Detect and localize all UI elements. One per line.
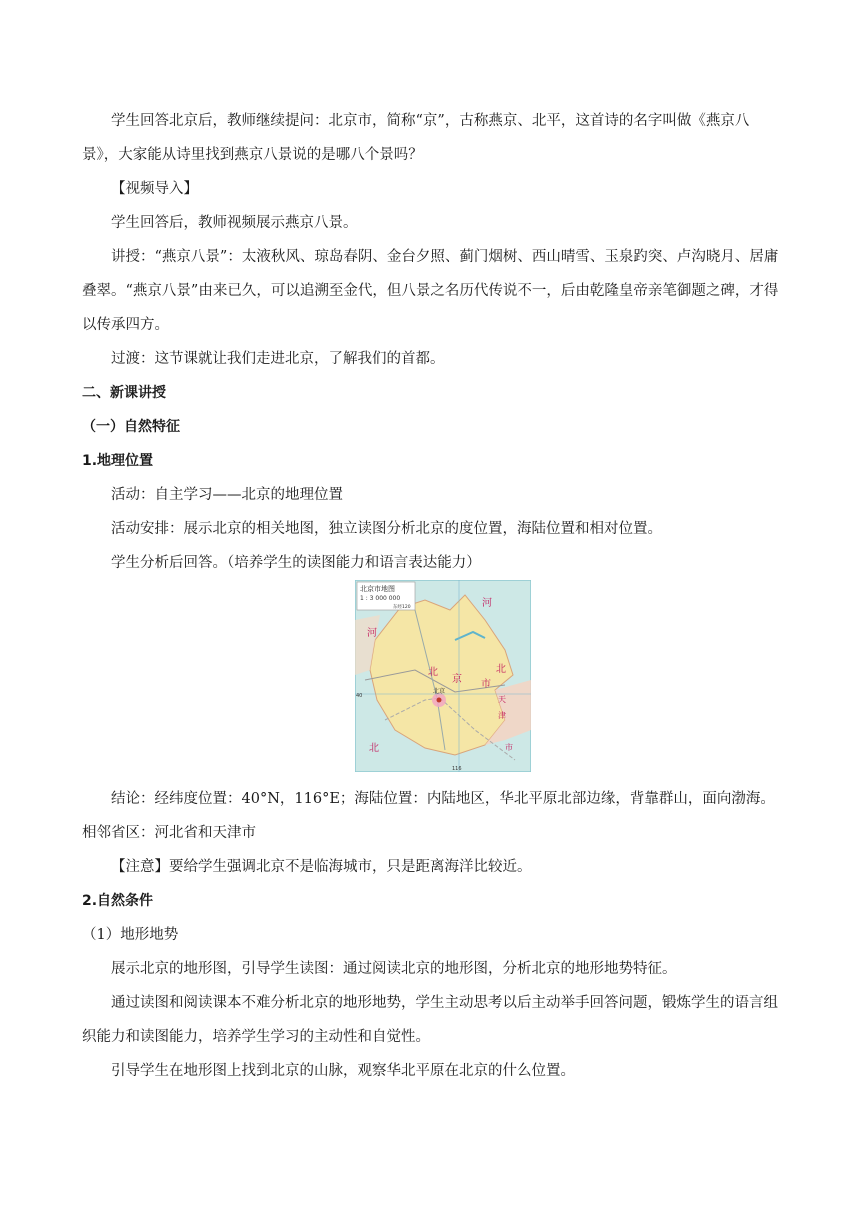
map-longitude-label: 116 <box>452 766 462 772</box>
paragraph-activity-arrangement: 活动安排：展示北京的相关地图，独立读图分析北京的度位置，海陆位置和相对位置。 <box>111 521 662 537</box>
section-heading-natural-conditions: 2.自然条件 <box>82 893 154 909</box>
map-label-bei-left: 北 <box>369 743 379 754</box>
map-title: 北京市地图 <box>360 585 395 593</box>
paragraph-lecture: 讲授：“燕京八景”：太液秋风、琼岛春阴、金台夕照、蓟门烟树、西山晴雪、玉泉趵突、卢沟晓月、居庸叠翠。“燕京八景”由来已久，可以追溯至金代，但八景之名历代传说不一，后由乾隆皇帝亲笔御题之碑，才得以传承四方。 <box>82 249 779 333</box>
section-heading-natural-features: （一）自然特征 <box>82 419 180 435</box>
map-label-he-left: 河 <box>367 628 377 639</box>
paragraph-video-show: 学生回答后，教师视频展示燕京八景。 <box>111 215 358 231</box>
map-latitude-label: 40 <box>356 693 363 699</box>
subsection-terrain: （1）地形地势 <box>82 927 179 943</box>
section-heading-location: 1.地理位置 <box>82 453 154 469</box>
section-heading-new-lesson: 二、新课讲授 <box>82 385 166 401</box>
paragraph-note: 【注意】要给学生强调北京不是临海城市，只是距离海洋比较近。 <box>111 859 532 875</box>
paragraph-find-mountains: 引导学生在地形图上找到北京的山脉，观察华北平原在北京的什么位置。 <box>111 1063 575 1079</box>
map-label-shi2: 市 <box>505 743 513 752</box>
map-label-bei: 北 <box>428 667 438 678</box>
paragraph-terrain-analysis: 通过读图和阅读课本不难分析北京的地形地势，学生主动思考以后主动举手回答问题，锻炼学生的语言组织能力和读图能力，培养学生学习的主动性和自觉性。 <box>82 995 778 1045</box>
paragraph-video-intro-heading: 【视频导入】 <box>111 181 198 197</box>
map-label-jin: 津 <box>498 711 506 720</box>
map-label-he-top: 河 <box>482 598 492 609</box>
map-scale: 1 : 3 000 000 <box>360 595 401 602</box>
paragraph-transition: 过渡：这节课就让我们走进北京，了解我们的首都。 <box>111 351 445 367</box>
paragraph-activity: 活动：自主学习——北京的地理位置 <box>111 487 343 503</box>
paragraph-terrain-map: 展示北京的地形图，引导学生读图：通过阅读北京的地形图，分析北京的地形地势特征。 <box>111 961 677 977</box>
map-city-label: 北京 <box>433 688 446 695</box>
paragraph-intro-question: 学生回答北京后，教师继续提问：北京市，简称“京”，古称燕京、北平，这首诗的名字叫做《燕京八景》，大家能从诗里找到燕京八景说的是哪八个景吗？ <box>82 113 750 163</box>
map-label-bei2: 北 <box>496 664 506 675</box>
map-sub-label: 东经120 <box>393 605 411 610</box>
beijing-map-figure <box>355 580 531 772</box>
map-label-jing: 京 <box>452 674 462 685</box>
paragraph-conclusion: 结论：经纬度位置：40°N，116°E；海陆位置：内陆地区，华北平原北部边缘，背靠群山，面向渤海。相邻省区：河北省和天津市 <box>82 791 775 841</box>
paragraph-student-answer: 学生分析后回答。（培养学生的读图能力和语言表达能力） <box>111 555 481 571</box>
map-label-tian: 天 <box>498 695 506 704</box>
map-label-shi: 市 <box>481 679 491 690</box>
